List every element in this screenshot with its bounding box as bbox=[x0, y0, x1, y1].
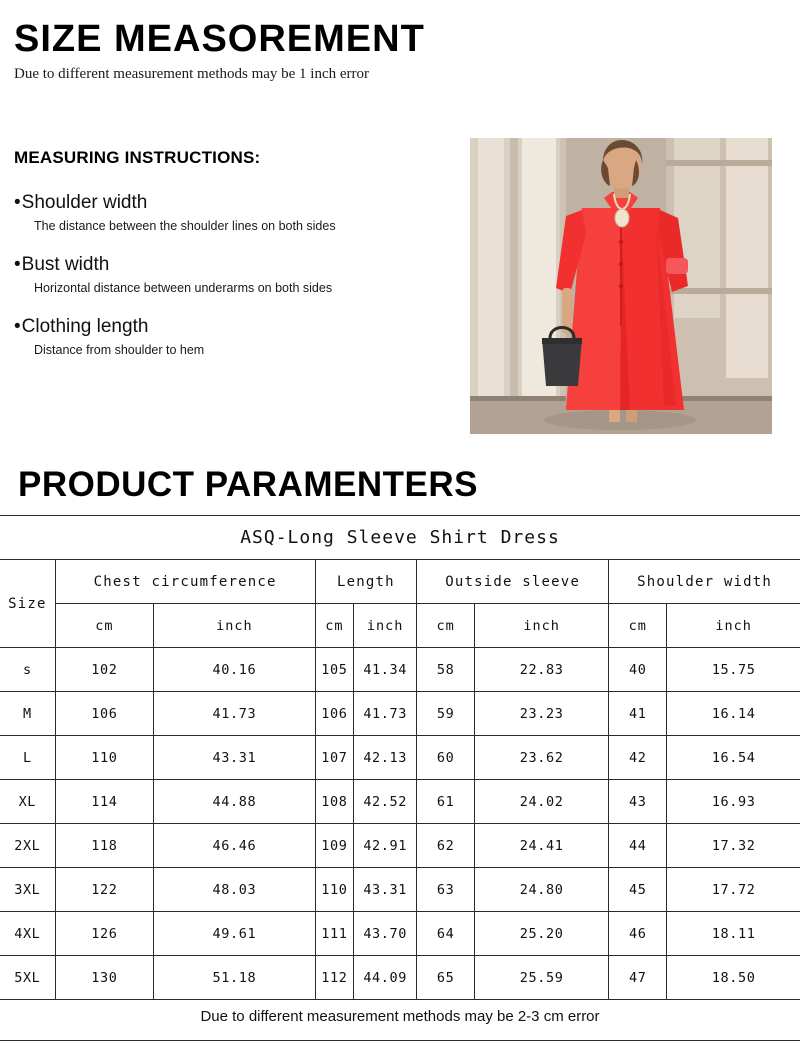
cell-sleeve-cm: 61 bbox=[417, 780, 475, 824]
instructions-heading: MEASURING INSTRUCTIONS: bbox=[14, 148, 261, 167]
cell-sleeve-cm: 63 bbox=[417, 868, 475, 912]
instruction-item-shoulder-width bbox=[14, 192, 454, 233]
cell-shoulder-inch: 15.75 bbox=[667, 648, 800, 692]
cell-chest-cm: 114 bbox=[55, 780, 153, 824]
cell-chest-inch: 41.73 bbox=[154, 692, 316, 736]
cell-chest-inch: 44.88 bbox=[154, 780, 316, 824]
instruction-label: Shoulder width bbox=[21, 192, 148, 213]
cell-length-inch: 41.34 bbox=[354, 648, 417, 692]
cell-shoulder-cm: 41 bbox=[609, 692, 667, 736]
cell-shoulder-cm: 42 bbox=[609, 736, 667, 780]
cell-chest-inch: 43.31 bbox=[154, 736, 316, 780]
unit-cell: cm bbox=[315, 604, 353, 648]
cell-chest-cm: 122 bbox=[55, 868, 153, 912]
cell-length-inch: 41.73 bbox=[354, 692, 417, 736]
size-table-wrapper bbox=[0, 515, 800, 1000]
cell-chest-cm: 102 bbox=[55, 648, 153, 692]
cell-chest-inch: 46.46 bbox=[154, 824, 316, 868]
cell-sleeve-cm: 64 bbox=[417, 912, 475, 956]
cell-shoulder-cm: 43 bbox=[609, 780, 667, 824]
table-row bbox=[0, 868, 800, 912]
cell-length-cm: 105 bbox=[315, 648, 353, 692]
page-title: SIZE MEASOREMENT bbox=[14, 18, 425, 60]
bullet-icon: • bbox=[14, 192, 21, 213]
unit-cell: inch bbox=[354, 604, 417, 648]
cell-sleeve-inch: 23.23 bbox=[475, 692, 609, 736]
cell-shoulder-cm: 45 bbox=[609, 868, 667, 912]
cell-sleeve-inch: 25.20 bbox=[475, 912, 609, 956]
cell-sleeve-inch: 24.80 bbox=[475, 868, 609, 912]
footer-note: Due to different measurement methods may be 2-3 cm error bbox=[200, 1008, 600, 1025]
cell-sleeve-inch: 22.83 bbox=[475, 648, 609, 692]
cell-length-inch: 43.70 bbox=[354, 912, 417, 956]
cell-length-inch: 43.31 bbox=[354, 868, 417, 912]
unit-cell: inch bbox=[154, 604, 316, 648]
table-header-chest: Chest circumference bbox=[55, 560, 315, 604]
cell-length-inch: 44.09 bbox=[354, 956, 417, 1000]
cell-length-cm: 111 bbox=[315, 912, 353, 956]
cell-sleeve-cm: 60 bbox=[417, 736, 475, 780]
unit-cell: inch bbox=[667, 604, 800, 648]
cell-sleeve-inch: 24.41 bbox=[475, 824, 609, 868]
cell-shoulder-cm: 46 bbox=[609, 912, 667, 956]
cell-sleeve-cm: 58 bbox=[417, 648, 475, 692]
cell-sleeve-inch: 24.02 bbox=[475, 780, 609, 824]
cell-shoulder-inch: 16.54 bbox=[667, 736, 800, 780]
instruction-label: Clothing length bbox=[21, 315, 149, 337]
unit-cell: cm bbox=[609, 604, 667, 648]
cell-chest-cm: 130 bbox=[55, 956, 153, 1000]
table-row bbox=[0, 956, 800, 1000]
cell-shoulder-cm: 40 bbox=[609, 648, 667, 692]
cell-shoulder-cm: 47 bbox=[609, 956, 667, 1000]
table-row bbox=[0, 824, 800, 868]
cell-sleeve-inch: 23.62 bbox=[475, 736, 609, 780]
table-row bbox=[0, 648, 800, 692]
cell-shoulder-inch: 18.11 bbox=[667, 912, 800, 956]
cell-chest-cm: 126 bbox=[55, 912, 153, 956]
table-header-shoulder-width: Shoulder width bbox=[609, 560, 800, 604]
instruction-description: Distance from shoulder to hem bbox=[34, 342, 205, 357]
cell-length-cm: 108 bbox=[315, 780, 353, 824]
row-size: M bbox=[0, 692, 55, 736]
cell-chest-cm: 106 bbox=[55, 692, 153, 736]
measuring-instructions bbox=[14, 148, 454, 378]
row-size: 5XL bbox=[0, 956, 55, 1000]
table-row bbox=[0, 736, 800, 780]
cell-length-inch: 42.52 bbox=[354, 780, 417, 824]
cell-length-inch: 42.13 bbox=[354, 736, 417, 780]
table-caption-row bbox=[0, 516, 800, 560]
row-size: 3XL bbox=[0, 868, 55, 912]
row-size: L bbox=[0, 736, 55, 780]
bottom-divider bbox=[0, 1040, 800, 1041]
cell-chest-inch: 49.61 bbox=[154, 912, 316, 956]
cell-sleeve-cm: 62 bbox=[417, 824, 475, 868]
cell-shoulder-inch: 16.14 bbox=[667, 692, 800, 736]
cell-length-cm: 107 bbox=[315, 736, 353, 780]
table-group-header-row bbox=[0, 560, 800, 604]
table-header-length: Length bbox=[315, 560, 417, 604]
size-table bbox=[0, 515, 800, 1000]
cell-chest-inch: 40.16 bbox=[154, 648, 316, 692]
cell-chest-inch: 48.03 bbox=[154, 868, 316, 912]
cell-length-inch: 42.91 bbox=[354, 824, 417, 868]
cell-sleeve-cm: 59 bbox=[417, 692, 475, 736]
cell-chest-cm: 118 bbox=[55, 824, 153, 868]
cell-sleeve-inch: 25.59 bbox=[475, 956, 609, 1000]
table-row bbox=[0, 780, 800, 824]
bullet-icon: • bbox=[14, 253, 21, 275]
cell-length-cm: 112 bbox=[315, 956, 353, 1000]
cell-shoulder-cm: 44 bbox=[609, 824, 667, 868]
table-row bbox=[0, 692, 800, 736]
cell-sleeve-cm: 65 bbox=[417, 956, 475, 1000]
instruction-item-clothing-length bbox=[14, 316, 454, 357]
cell-length-cm: 110 bbox=[315, 868, 353, 912]
cell-length-cm: 109 bbox=[315, 824, 353, 868]
row-size: 2XL bbox=[0, 824, 55, 868]
cell-chest-inch: 51.18 bbox=[154, 956, 316, 1000]
cell-shoulder-inch: 16.93 bbox=[667, 780, 800, 824]
table-caption: ASQ-Long Sleeve Shirt Dress bbox=[0, 516, 800, 560]
cell-length-cm: 106 bbox=[315, 692, 353, 736]
instruction-item-bust-width bbox=[14, 254, 454, 295]
table-header-outside-sleeve: Outside sleeve bbox=[417, 560, 609, 604]
section-title-product-parameters: PRODUCT PARAMENTERS bbox=[18, 465, 478, 504]
instruction-label: Bust width bbox=[21, 253, 110, 275]
unit-cell: cm bbox=[417, 604, 475, 648]
bullet-icon: • bbox=[14, 315, 21, 337]
unit-cell: cm bbox=[55, 604, 153, 648]
row-size: s bbox=[0, 648, 55, 692]
cell-shoulder-inch: 17.32 bbox=[667, 824, 800, 868]
cell-chest-cm: 110 bbox=[55, 736, 153, 780]
page-subtitle: Due to different measurement methods may be 1 inch error bbox=[14, 66, 370, 82]
cell-shoulder-inch: 18.50 bbox=[667, 956, 800, 1000]
table-row bbox=[0, 912, 800, 956]
instruction-description: Horizontal distance between underarms on both sides bbox=[34, 280, 333, 295]
unit-cell: inch bbox=[475, 604, 609, 648]
product-photo bbox=[470, 138, 772, 434]
table-unit-header-row bbox=[0, 604, 800, 648]
cell-shoulder-inch: 17.72 bbox=[667, 868, 800, 912]
instruction-description: The distance between the shoulder lines on both sides bbox=[34, 218, 336, 233]
row-size: 4XL bbox=[0, 912, 55, 956]
row-size: XL bbox=[0, 780, 55, 824]
table-header-size: Size bbox=[0, 560, 55, 648]
